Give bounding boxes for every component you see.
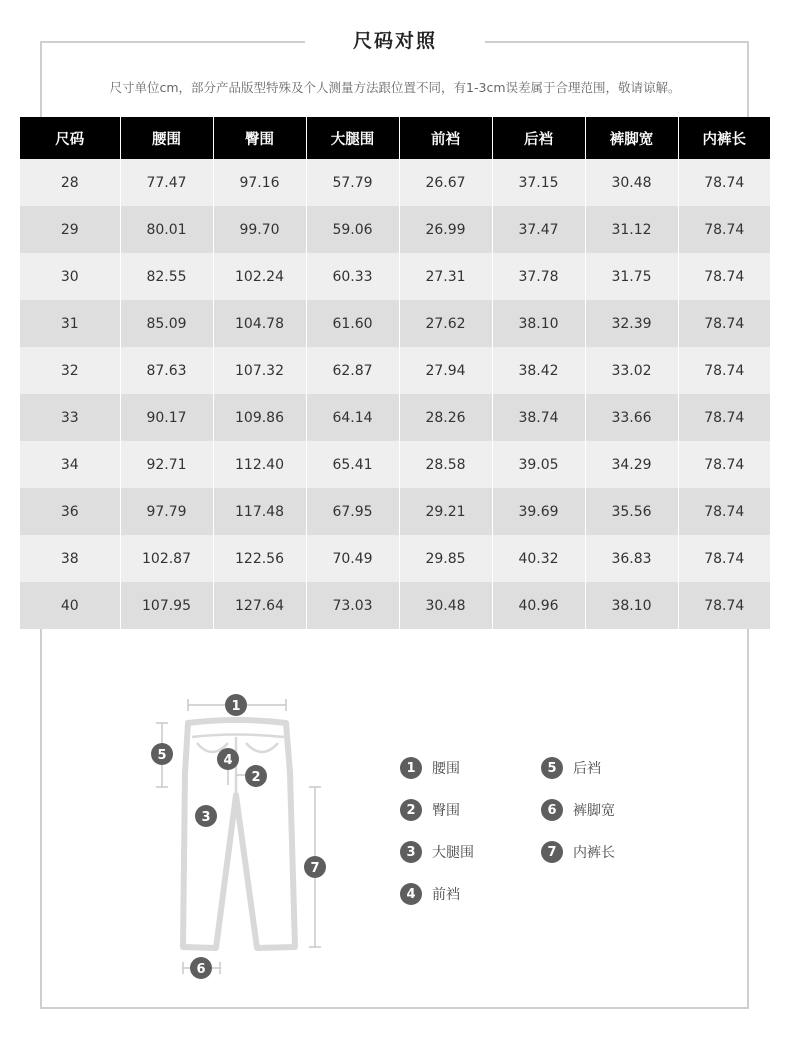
- table-cell: 38.10: [585, 582, 678, 629]
- table-body: [20, 159, 770, 629]
- table-cell: 78.74: [678, 535, 770, 582]
- table-cell: 31.12: [585, 206, 678, 253]
- table-cell: 26.67: [399, 159, 492, 206]
- table-cell: 80.01: [120, 206, 213, 253]
- legend-label: 前裆: [432, 887, 460, 903]
- pants-outline: [183, 720, 295, 948]
- table-cell: 29: [20, 206, 120, 253]
- table-cell: 65.41: [306, 441, 399, 488]
- legend-badge: 5: [541, 757, 563, 779]
- table-row: [20, 582, 770, 629]
- table-row: [20, 488, 770, 535]
- legend-badge: 1: [400, 757, 422, 779]
- legend-label: 后裆: [573, 761, 601, 777]
- table-cell: 78.74: [678, 253, 770, 300]
- table-cell: 37.15: [492, 159, 585, 206]
- marker-5: [151, 743, 173, 765]
- table-cell: 30: [20, 253, 120, 300]
- legend-item-thigh: [400, 841, 474, 863]
- marker-3: [195, 805, 217, 827]
- table-cell: 39.05: [492, 441, 585, 488]
- table-cell: 92.71: [120, 441, 213, 488]
- table-cell: 37.47: [492, 206, 585, 253]
- table-cell: 102.87: [120, 535, 213, 582]
- legend-badge: 2: [400, 799, 422, 821]
- table-row: [20, 535, 770, 582]
- svg-text:7: 7: [310, 861, 320, 876]
- table-cell: 39.69: [492, 488, 585, 535]
- table-cell: 78.74: [678, 347, 770, 394]
- table-cell: 117.48: [213, 488, 306, 535]
- table-cell: 38.10: [492, 300, 585, 347]
- table-cell: 109.86: [213, 394, 306, 441]
- table-cell: 31.75: [585, 253, 678, 300]
- table-cell: 57.79: [306, 159, 399, 206]
- table-row: [20, 300, 770, 347]
- table-cell: 97.79: [120, 488, 213, 535]
- table-cell: 59.06: [306, 206, 399, 253]
- column-header: 大腿围: [306, 117, 399, 159]
- legend-item-front-rise: [400, 883, 460, 905]
- table-cell: 61.60: [306, 300, 399, 347]
- table-cell: 33.66: [585, 394, 678, 441]
- table-cell: 34.29: [585, 441, 678, 488]
- table-cell: 85.09: [120, 300, 213, 347]
- table-cell: 33: [20, 394, 120, 441]
- table-cell: 30.48: [399, 582, 492, 629]
- table-row: [20, 206, 770, 253]
- table-cell: 60.33: [306, 253, 399, 300]
- table-cell: 28: [20, 159, 120, 206]
- legend-item-leg-opening: [541, 799, 615, 821]
- measurement-legend: [400, 757, 700, 917]
- table-row: [20, 253, 770, 300]
- table-row: [20, 159, 770, 206]
- size-table: [20, 117, 770, 629]
- table-cell: 78.74: [678, 159, 770, 206]
- page-subtitle: 尺寸单位cm，部分产品版型特殊及个人测量方法跟位置不同，有1-3cm误差属于合理范围，敬请谅解。: [109, 80, 681, 95]
- table-cell: 36.83: [585, 535, 678, 582]
- marker-6: [190, 957, 212, 979]
- legend-item-hip: [400, 799, 460, 821]
- page-title: 尺码对照: [352, 30, 437, 52]
- table-cell: 78.74: [678, 394, 770, 441]
- table-cell: 127.64: [213, 582, 306, 629]
- column-header: 前裆: [399, 117, 492, 159]
- table-row: [20, 441, 770, 488]
- table-header-row: [20, 117, 770, 159]
- table-cell: 78.74: [678, 488, 770, 535]
- svg-text:4: 4: [223, 753, 233, 768]
- svg-text:6: 6: [196, 962, 206, 977]
- table-cell: 73.03: [306, 582, 399, 629]
- table-cell: 122.56: [213, 535, 306, 582]
- table-cell: 38.42: [492, 347, 585, 394]
- table-cell: 99.70: [213, 206, 306, 253]
- table-cell: 62.87: [306, 347, 399, 394]
- table-cell: 77.47: [120, 159, 213, 206]
- pants-details: [192, 735, 284, 794]
- table-cell: 32: [20, 347, 120, 394]
- table-cell: 27.31: [399, 253, 492, 300]
- table-cell: 29.85: [399, 535, 492, 582]
- table-cell: 31: [20, 300, 120, 347]
- table-cell: 87.63: [120, 347, 213, 394]
- table-cell: 32.39: [585, 300, 678, 347]
- svg-text:2: 2: [251, 770, 261, 785]
- table-cell: 90.17: [120, 394, 213, 441]
- column-header: 臀围: [213, 117, 306, 159]
- legend-label: 臀围: [432, 803, 460, 819]
- svg-text:1: 1: [231, 699, 241, 714]
- legend-badge: 7: [541, 841, 563, 863]
- table-cell: 26.99: [399, 206, 492, 253]
- legend-badge: 4: [400, 883, 422, 905]
- table-cell: 28.26: [399, 394, 492, 441]
- table-cell: 107.95: [120, 582, 213, 629]
- table-cell: 67.95: [306, 488, 399, 535]
- table-cell: 70.49: [306, 535, 399, 582]
- table-row: [20, 394, 770, 441]
- table-row: [20, 347, 770, 394]
- legend-label: 裤脚宽: [573, 803, 615, 819]
- table-cell: 107.32: [213, 347, 306, 394]
- table-cell: 78.74: [678, 582, 770, 629]
- table-cell: 34: [20, 441, 120, 488]
- table-cell: 37.78: [492, 253, 585, 300]
- column-header: 裤脚宽: [585, 117, 678, 159]
- table-cell: 38: [20, 535, 120, 582]
- legend-item-inseam: [541, 841, 615, 863]
- table-cell: 28.58: [399, 441, 492, 488]
- table-cell: 40.32: [492, 535, 585, 582]
- svg-text:5: 5: [157, 748, 167, 763]
- legend-item-back-rise: [541, 757, 601, 779]
- table-cell: 78.74: [678, 206, 770, 253]
- legend-badge: 6: [541, 799, 563, 821]
- legend-badge: 3: [400, 841, 422, 863]
- column-header: 后裆: [492, 117, 585, 159]
- table-cell: 112.40: [213, 441, 306, 488]
- legend-label: 大腿围: [432, 845, 474, 861]
- table-cell: 78.74: [678, 441, 770, 488]
- pants-diagram: [140, 685, 350, 985]
- table-cell: 38.74: [492, 394, 585, 441]
- table-cell: 30.48: [585, 159, 678, 206]
- table-cell: 40: [20, 582, 120, 629]
- column-header: 内裤长: [678, 117, 770, 159]
- table-cell: 40.96: [492, 582, 585, 629]
- table-cell: 29.21: [399, 488, 492, 535]
- table-cell: 104.78: [213, 300, 306, 347]
- column-header: 尺码: [20, 117, 120, 159]
- table-cell: 27.94: [399, 347, 492, 394]
- table-cell: 82.55: [120, 253, 213, 300]
- marker-2: [245, 765, 267, 787]
- table-cell: 27.62: [399, 300, 492, 347]
- legend-label: 内裤长: [573, 845, 615, 861]
- marker-4: [217, 748, 239, 770]
- table-cell: 33.02: [585, 347, 678, 394]
- legend-label: 腰围: [432, 761, 460, 777]
- table-cell: 36: [20, 488, 120, 535]
- table-cell: 78.74: [678, 300, 770, 347]
- marker-1: [225, 694, 247, 716]
- table-cell: 64.14: [306, 394, 399, 441]
- column-header: 腰围: [120, 117, 213, 159]
- legend-item-waist: [400, 757, 460, 779]
- table-cell: 97.16: [213, 159, 306, 206]
- table-cell: 35.56: [585, 488, 678, 535]
- svg-text:3: 3: [201, 810, 211, 825]
- title-wrap: [305, 26, 485, 56]
- table-cell: 102.24: [213, 253, 306, 300]
- marker-7: [304, 856, 326, 878]
